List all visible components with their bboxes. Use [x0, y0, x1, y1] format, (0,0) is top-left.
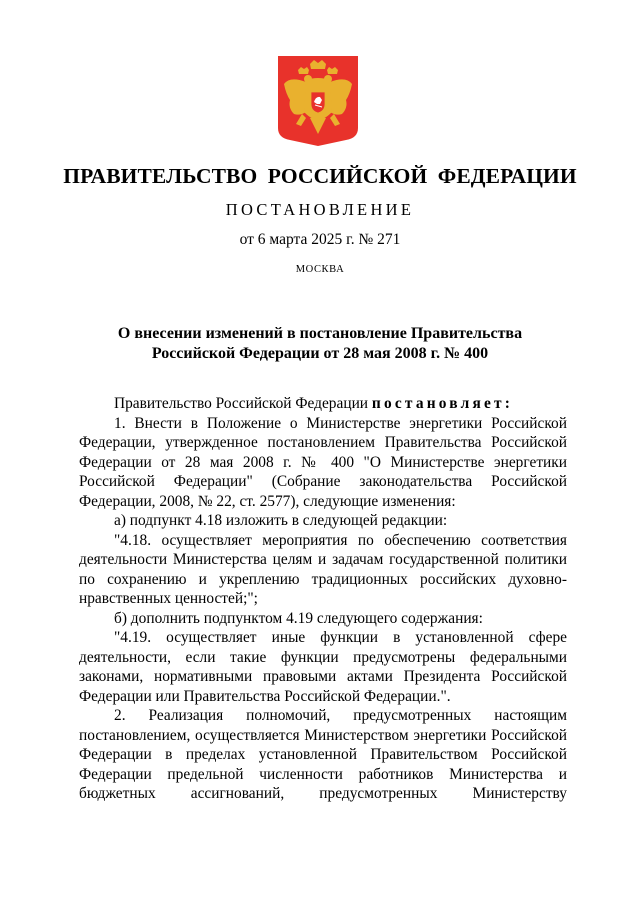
document-kind: ПОСТАНОВЛЕНИЕ: [225, 200, 415, 219]
paragraph-1: 1. Внести в Положение о Министерстве энергетики Российской Федерации, утвержденное постановлением Правительства Российской Федерации от 28 мая 2008 г. № 400 "О Министерстве энергетики Российской Федерации" (Собрание законодательства Российской Федерации, 2008, № 22, ст. 2577), следующие изменения:: [79, 414, 567, 510]
document-title: [0, 324, 640, 364]
preamble-text: Правительство Российской Федерации: [114, 395, 372, 412]
document-city: МОСКВА: [295, 264, 345, 275]
document-body: [79, 394, 567, 804]
document-title-line: О внесении изменений в постановление Правительства: [117, 325, 523, 342]
paragraph-2: 2. Реализация полномочий, предусмотренных настоящим постановлением, осуществляется Министерством энергетики Российской Федерации в пределах установленной Правительством Российской Федерации предельной численности работников Министерства и бюджетных ассигнований, предусмотренных Министерству: [79, 707, 567, 802]
document-date-number: от 6 марта 2025 г. № 271: [239, 231, 401, 248]
paragraph-1a-text: "4.18. осуществляет мероприятия по обеспечению соответствия деятельности Министерства целям и задачам государственной политики по сохранению и укреплению традиционных российских духовно-нравственных ценностей;";: [79, 531, 567, 607]
preamble-decree-word: постановляет:: [371, 395, 514, 412]
government-name: ПРАВИТЕЛЬСТВО РОССИЙСКОЙ ФЕДЕРАЦИИ: [63, 164, 577, 188]
paragraph-1b-text: "4.19. осуществляет иные функции в установленной сфере деятельности, если такие функции предусмотрены федеральными законами, нормативными правовыми актами Президента Российской Федерации или Правительства Российской Федерации.".: [79, 629, 567, 705]
preamble: [79, 394, 567, 414]
document-title-line: Российской Федерации от 28 мая 2008 г. № 400: [151, 345, 489, 362]
russian-coat-of-arms-icon: [276, 54, 360, 148]
paragraph-1a: а) подпункт 4.18 изложить в следующей редакции:: [114, 512, 448, 529]
paragraph-1b: б) дополнить подпунктом 4.19 следующего содержания:: [114, 609, 483, 627]
